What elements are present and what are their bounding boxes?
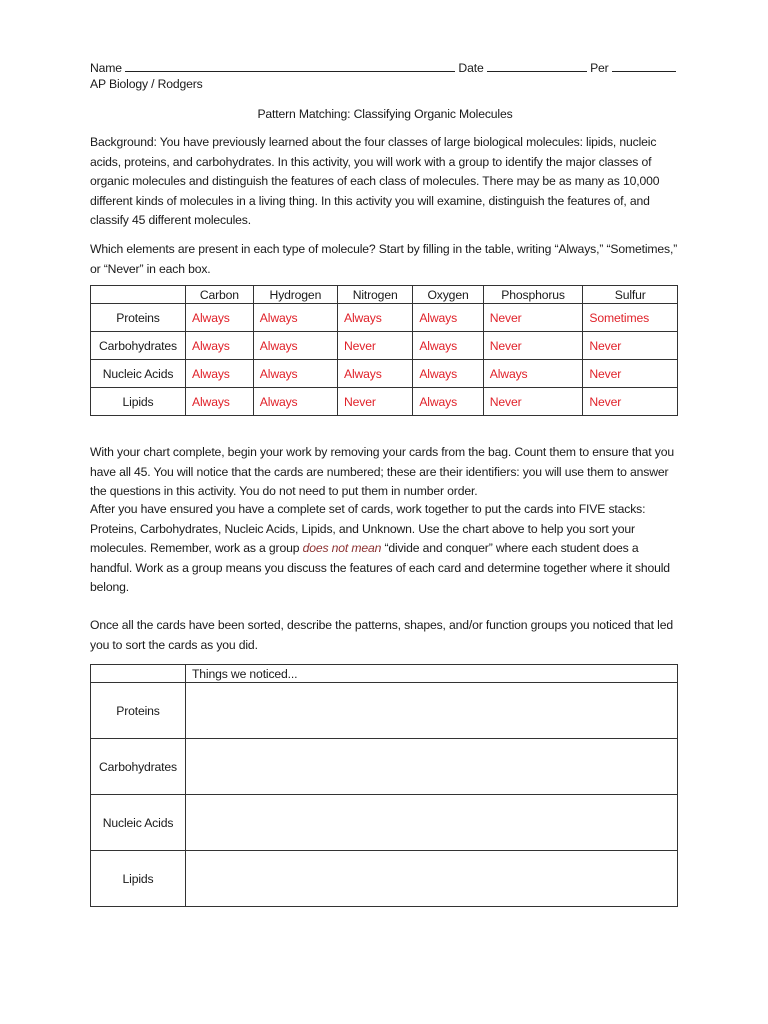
observation-cell[interactable] <box>186 795 678 851</box>
answer-cell[interactable]: Never <box>337 388 412 416</box>
column-header: Carbon <box>186 286 254 304</box>
table-row <box>91 851 678 907</box>
answer-cell[interactable]: Never <box>583 388 678 416</box>
table-row <box>91 304 678 332</box>
course-label: AP Biology / Rodgers <box>90 77 203 91</box>
row-header: Lipids <box>91 851 186 907</box>
instructions-paragraph: With your chart complete, begin your work by removing your cards from the bag. Count them to ensure that you have all 45. You will notice that the cards are numbered; these are their identifiers: you will use them to answer the questions in this activity. You do not need to put them in number order. <box>90 445 674 498</box>
date-label: Date <box>458 61 484 75</box>
header-line <box>90 59 680 75</box>
name-label: Name <box>90 61 122 75</box>
answer-cell[interactable]: Always <box>413 360 483 388</box>
table-row <box>91 388 678 416</box>
answer-cell[interactable]: Never <box>583 360 678 388</box>
background-paragraph: Background: You have previously learned about the four classes of large biological molecules: lipids, nucleic acids, proteins, and carbohydrates. In this activity, you will work with a group to identify the major classes of organic molecules and distinguish the features of each class of molecules. There may be as many as 10,000 different kinds of molecules in a living thing. In this activity you will examine, distinguish the features of, and classify 45 different molecules. <box>90 135 660 227</box>
table-row <box>91 683 678 739</box>
answer-cell[interactable]: Always <box>413 332 483 360</box>
answer-cell[interactable]: Always <box>253 332 337 360</box>
answer-cell[interactable]: Always <box>253 304 337 332</box>
observation-cell[interactable] <box>186 851 678 907</box>
column-header: Things we noticed... <box>186 665 678 683</box>
answer-cell[interactable]: Always <box>186 304 254 332</box>
corner-cell <box>91 665 186 683</box>
page-title: Pattern Matching: Classifying Organic Molecules <box>257 107 513 121</box>
observation-cell[interactable] <box>186 739 678 795</box>
table-row <box>91 795 678 851</box>
period-field[interactable] <box>612 59 676 72</box>
column-header: Nitrogen <box>337 286 412 304</box>
answer-cell[interactable]: Always <box>253 360 337 388</box>
column-header: Oxygen <box>413 286 483 304</box>
answer-cell[interactable]: Never <box>583 332 678 360</box>
row-header: Carbohydrates <box>91 332 186 360</box>
column-header: Sulfur <box>583 286 678 304</box>
observation-cell[interactable] <box>186 683 678 739</box>
sorting-paragraph <box>90 500 680 598</box>
row-header: Proteins <box>91 304 186 332</box>
per-label: Per <box>590 61 609 75</box>
answer-cell[interactable]: Never <box>483 388 583 416</box>
table-header-row <box>91 665 678 683</box>
table-header-row <box>91 286 678 304</box>
sorting-text: After you have ensured you have a complete set of cards, work together to put the cards into FIVE stacks: Proteins, Carbohydrates, Nucleic Acids, Lipids, and Unknown. Use the chart above to help you sort your molecules. Remember, work as a group <box>90 502 646 555</box>
answer-cell[interactable]: Always <box>186 388 254 416</box>
answer-cell[interactable]: Always <box>186 360 254 388</box>
answer-cell[interactable]: Always <box>253 388 337 416</box>
question-paragraph: Which elements are present in each type of molecule? Start by filling in the table, writing “Always,” “Sometimes,” or “Never” in each box. <box>90 242 678 276</box>
row-header: Proteins <box>91 683 186 739</box>
elements-table <box>90 285 678 416</box>
sorting-text-end: “divide and conquer” where each student does a handful. Work as a group means you discuss the features of each card and determine together where it should belong. <box>90 541 670 594</box>
describe-paragraph: Once all the cards have been sorted, describe the patterns, shapes, and/or function groups you noticed that led you to sort the cards as you did. <box>90 618 673 652</box>
row-header: Lipids <box>91 388 186 416</box>
answer-cell[interactable]: Always <box>413 388 483 416</box>
answer-cell[interactable]: Always <box>413 304 483 332</box>
observations-table <box>90 664 678 907</box>
answer-cell[interactable]: Always <box>337 360 412 388</box>
answer-cell[interactable]: Never <box>337 332 412 360</box>
answer-cell[interactable]: Always <box>337 304 412 332</box>
emphasis-text: does not mean <box>302 541 382 555</box>
answer-cell[interactable]: Never <box>483 332 583 360</box>
answer-cell[interactable]: Never <box>483 304 583 332</box>
row-header: Nucleic Acids <box>91 360 186 388</box>
name-field[interactable] <box>125 59 455 72</box>
row-header: Nucleic Acids <box>91 795 186 851</box>
table-row <box>91 739 678 795</box>
answer-cell[interactable]: Always <box>483 360 583 388</box>
column-header: Hydrogen <box>253 286 337 304</box>
answer-cell[interactable]: Always <box>186 332 254 360</box>
corner-cell <box>91 286 186 304</box>
column-header: Phosphorus <box>483 286 583 304</box>
row-header: Carbohydrates <box>91 739 186 795</box>
date-field[interactable] <box>487 59 587 72</box>
table-row <box>91 360 678 388</box>
answer-cell[interactable]: Sometimes <box>583 304 678 332</box>
table-row <box>91 332 678 360</box>
